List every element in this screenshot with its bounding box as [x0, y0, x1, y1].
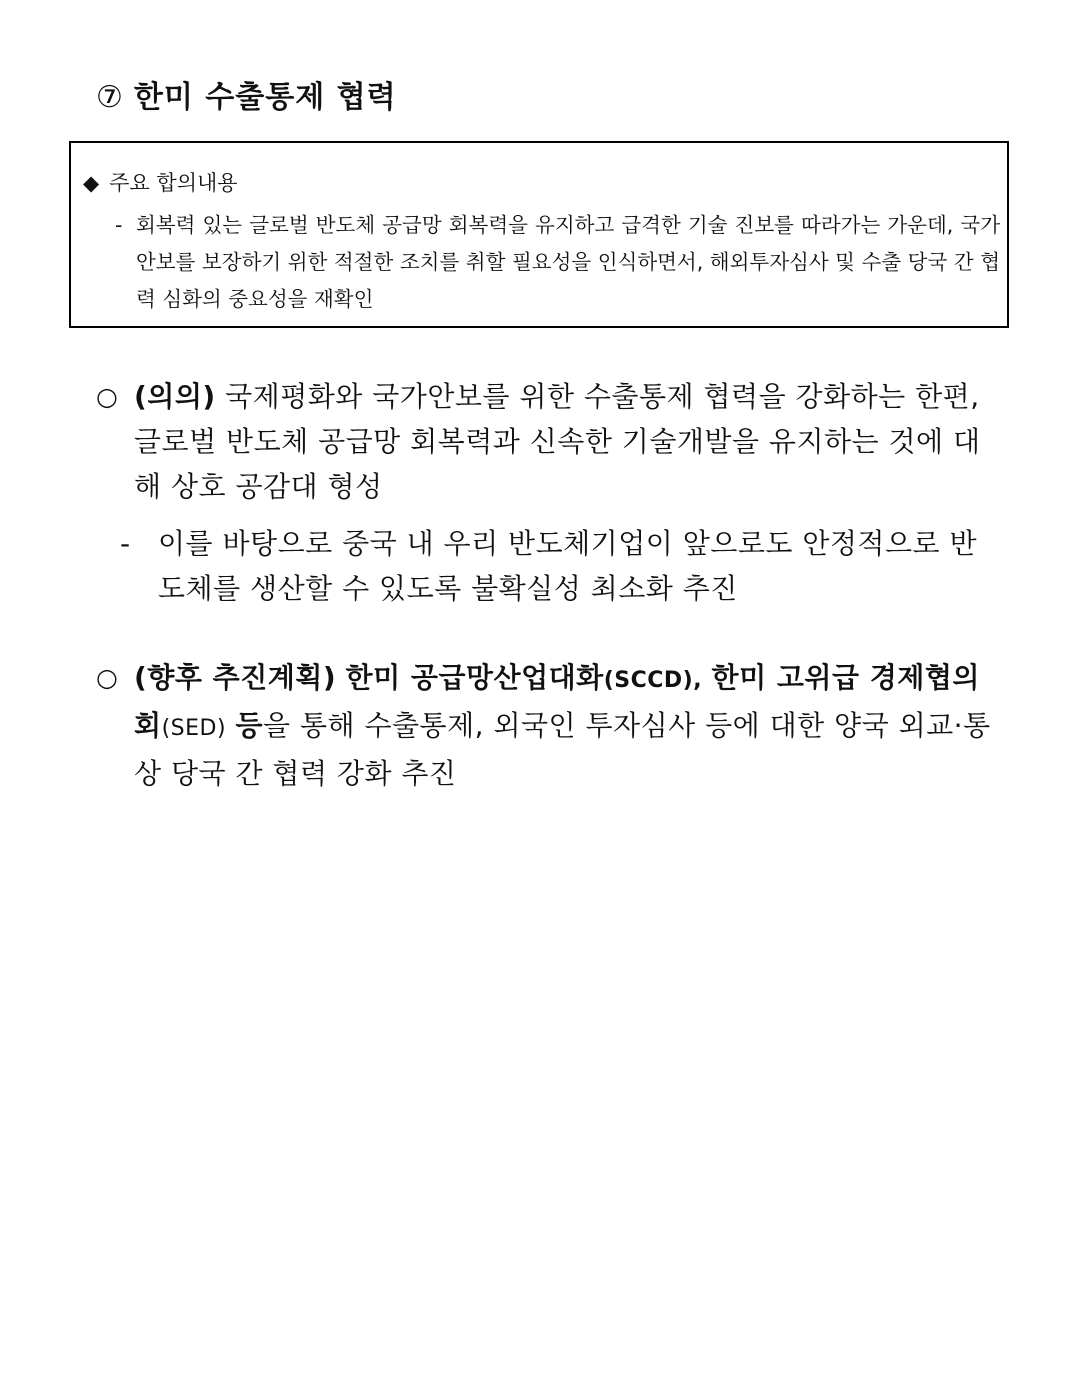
agreement-summary-box [69, 141, 1009, 328]
significance-label: (의의) [134, 380, 216, 413]
section-heading [96, 72, 397, 116]
section-number: ⑦ [96, 80, 124, 115]
sccd-abbr: (SCCD), [603, 668, 703, 693]
significance-subitem [120, 521, 980, 611]
section-title: 한미 수출통제 협력 [133, 80, 397, 115]
dash-bullet: - [115, 213, 123, 237]
significance-subitem-text: 이를 바탕으로 중국 내 우리 반도체기업이 앞으로도 안정적으로 반도체를 생산할 수 있도록 불확실성 최소화 추진 [158, 527, 978, 605]
diamond-bullet-icon: ◆ [83, 171, 100, 195]
sed-abbr: (SED) [161, 716, 227, 741]
box-item-text: 회복력 있는 글로벌 반도체 공급망 회복력을 유지하고 급격한 기술 진보를 따라가는 가운데, 국가안보를 보장하기 위한 적절한 조치를 취할 필요성을 인식하면서, 해외투자심사 및 수출 당국 간 협력 심화의 중요성을 재확인 [136, 213, 1000, 311]
box-title-text: 주요 합의내용 [109, 171, 238, 195]
significance-paragraph [96, 374, 996, 509]
sed-name: 한미 고위급 경제협의회 [134, 661, 980, 742]
dash-bullet: - [120, 527, 131, 560]
box-title [83, 167, 238, 197]
future-plan-label: (향후 추진계획) [134, 661, 337, 694]
significance-text: 국제평화와 국가안보를 위한 수출통제 협력을 강화하는 한편, 글로벌 반도체 공급망 회복력과 신속한 기술개발을 유지하는 것에 대해 상호 공감대 형성 [134, 380, 981, 503]
sccd-name: 한미 공급망산업대화 [345, 661, 604, 694]
etc-word: 등 [235, 709, 264, 742]
future-plan-text: 을 통해 수출통제, 외국인 투자심사 등에 대한 양국 외교·통상 당국 간 협력 강화 추진 [134, 709, 991, 790]
circle-bullet: ○ [96, 382, 119, 411]
future-plan-paragraph [96, 655, 996, 796]
circle-bullet: ○ [96, 663, 119, 692]
box-list-item [115, 207, 1000, 318]
